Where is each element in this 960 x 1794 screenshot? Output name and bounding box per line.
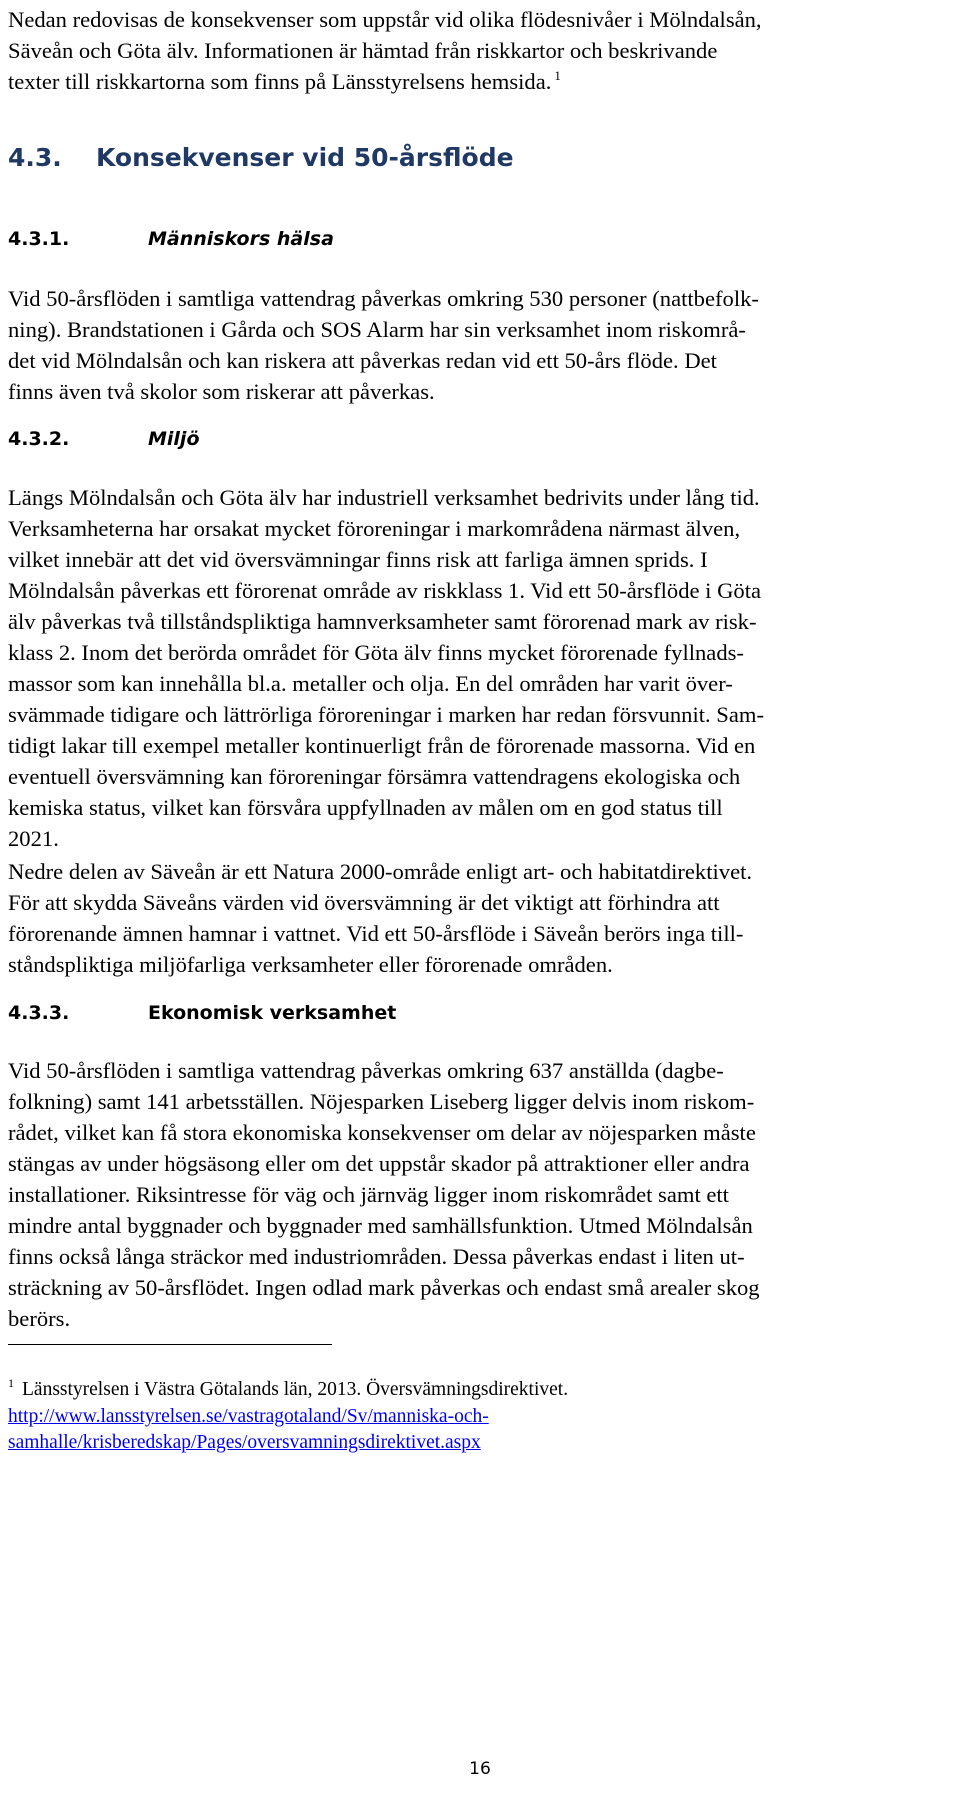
text-line: finns också långa sträckor med industriområden. Dessa påverkas endast i liten ut-: [8, 1244, 745, 1269]
text-line: För att skydda Säveåns värden vid översvämning är det viktigt att förhindra att: [8, 890, 720, 915]
subsection-number: 4.3.3.: [8, 1002, 70, 1024]
text-line: Nedan redovisas de konsekvenser som uppstår vid olika flödesnivåer i Mölndalsån,: [8, 7, 762, 32]
text-line: Längs Mölndalsån och Göta älv har industriell verksamhet bedrivits under lång tid.: [8, 485, 760, 510]
footnote-text: Länsstyrelsen i Västra Götalands län, 2013. Översvämningsdirektivet.: [22, 1379, 569, 1400]
footnote-link-line: [8, 1430, 952, 1456]
page-number: 16: [469, 1759, 491, 1779]
text-line: sträckning av 50-årsflödet. Ingen odlad mark påverkas och endast små arealer skog: [8, 1275, 760, 1300]
text-line: ståndspliktiga miljöfarliga verksamheter eller förorenade områden.: [8, 952, 613, 977]
section-title: Konsekvenser vid 50-årsflöde: [96, 143, 514, 172]
footnote-reference[interactable]: 1: [554, 68, 561, 83]
text-line: mindre antal byggnader och byggnader med samhällsfunktion. Utmed Mölndalsån: [8, 1213, 753, 1238]
text-line: svämmade tidigare och lättrörliga föroreningar i marken har redan försvunnit. Sam-: [8, 702, 764, 727]
footnote-marker: 1: [8, 1376, 14, 1390]
footnote: [8, 1377, 952, 1456]
text-line: Vid 50-årsflöden i samtliga vattendrag påverkas omkring 637 anställda (dagbe-: [8, 1058, 724, 1083]
text-line: installationer. Riksintresse för väg och järnväg ligger inom riskområdet samt ett: [8, 1182, 729, 1207]
subsection-title: Miljö: [148, 428, 200, 450]
subsection-heading-environment: [8, 426, 200, 452]
intro-paragraph: [8, 4, 952, 100]
text-line: kemiska status, vilket kan försvåra uppfyllnaden av målen om en god status till: [8, 795, 723, 820]
environment-paragraph-2: [8, 856, 952, 980]
environment-paragraph-1: [8, 482, 952, 854]
text-line: stängas av under högsäsong eller om det uppstår skador på attraktioner eller andra: [8, 1151, 750, 1176]
text-line: Vid 50-årsflöden i samtliga vattendrag påverkas omkring 530 personer (nattbefolk-: [8, 286, 759, 311]
footnote-link-line: [8, 1404, 952, 1430]
text-line: rådet, vilket kan få stora ekonomiska konsekvenser om delar av nöjesparken måste: [8, 1120, 756, 1145]
text-line: Nedre delen av Säveån är ett Natura 2000-område enligt art- och habitatdirektivet.: [8, 859, 753, 884]
section-heading: [8, 142, 514, 174]
subsection-title: Människors hälsa: [148, 228, 334, 250]
text-line: Verksamheterna har orsakat mycket föroreningar i markområdena närmast älven,: [8, 516, 741, 541]
text-line: 2021.: [8, 826, 59, 851]
subsection-heading-health: [8, 226, 334, 252]
text-line: tidigt lakar till exempel metaller kontinuerligt från de förorenade massorna. Vid en: [8, 733, 756, 758]
text-line: Säveån och Göta älv. Informationen är hämtad från riskkartor och beskrivande: [8, 38, 718, 63]
text-line: älv påverkas två tillståndspliktiga hamnverksamheter samt förorenad mark av risk-: [8, 609, 757, 634]
health-paragraph: [8, 283, 952, 407]
subsection-number: 4.3.2.: [8, 428, 70, 450]
text-line: Mölndalsån påverkas ett förorenat område av riskklass 1. Vid ett 50-årsflöde i Göta: [8, 578, 762, 603]
subsection-heading-economy: [8, 1000, 396, 1026]
text-line: folkning) samt 141 arbetsställen. Nöjesparken Liseberg ligger delvis inom riskom-: [8, 1089, 755, 1114]
text-line: ning). Brandstationen i Gårda och SOS Alarm har sin verksamhet inom riskområ-: [8, 317, 746, 342]
footnote-link[interactable]: samhalle/krisberedskap/Pages/oversvamningsdirektivet.aspx: [8, 1432, 481, 1453]
text-line: eventuell översvämning kan föroreningar försämra vattendragens ekologiska och: [8, 764, 741, 789]
text-line: finns även två skolor som riskerar att påverkas.: [8, 379, 435, 404]
text-line: massor som kan innehålla bl.a. metaller och olja. En del områden har varit över-: [8, 671, 733, 696]
section-number: 4.3.: [8, 143, 62, 172]
text-line: förorenande ämnen hamnar i vattnet. Vid ett 50-årsflöde i Säveån berörs inga till-: [8, 921, 744, 946]
subsection-title: Ekonomisk verksamhet: [148, 1002, 397, 1024]
text-line: berörs.: [8, 1306, 71, 1331]
footnote-separator: [8, 1344, 332, 1345]
text-line: klass 2. Inom det berörda området för Göta älv finns mycket förorenade fyllnads-: [8, 640, 744, 665]
text-line: vilket innebär att det vid översvämningar finns risk att farliga ämnen sprids. I: [8, 547, 708, 572]
footnote-link[interactable]: http://www.lansstyrelsen.se/vastragotaland/Sv/manniska-och-: [8, 1406, 489, 1427]
text-line: [8, 66, 952, 100]
footnote-text-line: [8, 1377, 952, 1404]
text-line: det vid Mölndalsån och kan riskera att påverkas redan vid ett 50-års flöde. Det: [8, 348, 717, 373]
subsection-number: 4.3.1.: [8, 228, 70, 250]
text-segment: texter till riskkartorna som finns på Länsstyrelsens hemsida.: [8, 69, 552, 94]
economy-paragraph: [8, 1055, 952, 1334]
